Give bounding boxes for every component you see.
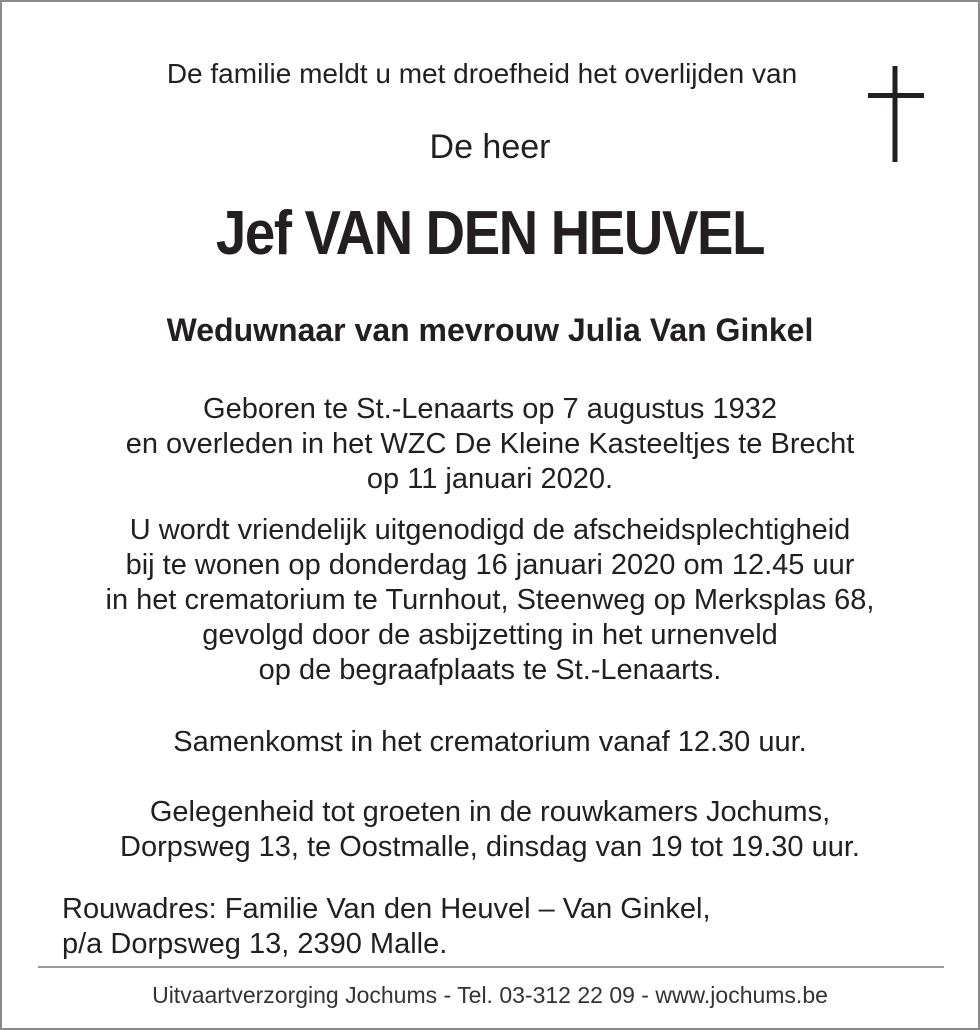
ceremony-line: in het crematorium te Turnhout, Steenweg op Merksplas 68, [105,584,875,616]
birth-death-line: en overleden in het WZC De Kleine Kasteeltjes te Brecht [125,428,855,460]
ceremony-line: op de begraafplaats te St.-Lenaarts. [258,654,722,686]
ceremony-line: U wordt vriendelijk uitgenodigd de afscheidsplechtigheid [129,514,851,546]
ceremony-line: bij te wonen op donderdag 16 januari 2020 om 12.45 uur [125,549,855,581]
ceremony-line: gevolgd door de asbijzetting in het urnenveld [202,619,778,651]
visitation-paragraph [2,795,978,865]
address-line: p/a Dorpsweg 13, 2390 Malle. [62,928,448,960]
gathering-paragraph [2,725,978,760]
birth-death-paragraph [2,392,978,497]
visitation-line: Gelegenheid tot groeten in de rouwkamers Jochums, [149,796,831,828]
spouse-line: Weduwnaar van mevrouw Julia Van Ginkel [166,312,814,348]
birth-death-line: op 11 januari 2020. [366,463,614,495]
visitation-line: Dorpsweg 13, te Oostmalle, dinsdag van 19 tot 19.30 uur. [120,831,860,863]
intro-text: De familie meldt u met droefheid het overlijden van [166,58,798,89]
salutation: De heer [429,128,551,166]
ceremony-paragraph [2,513,978,688]
gathering-line: Samenkomst in het crematorium vanaf 12.30 uur. [173,726,807,758]
mourning-address [62,892,711,962]
footer-divider [38,966,944,968]
birth-death-line: Geboren te St.-Lenaarts op 7 augustus 1932 [203,393,777,425]
address-line: Rouwadres: Familie Van den Heuvel – Van Ginkel, [62,893,711,925]
deceased-name: Jef VAN DEN HEUVEL [215,199,765,268]
funeral-home-footer: Uitvaartverzorging Jochums - Tel. 03-312 22 09 - www.jochums.be [152,982,828,1008]
